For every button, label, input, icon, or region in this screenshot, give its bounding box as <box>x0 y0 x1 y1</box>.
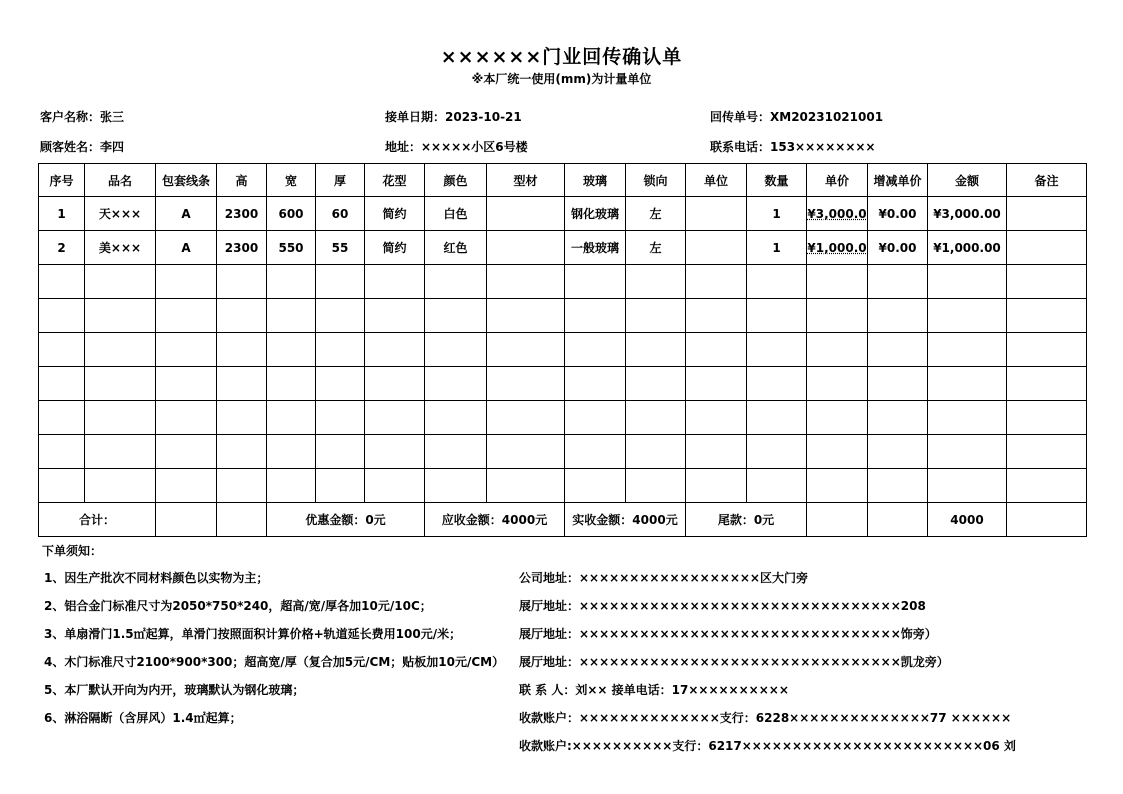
table-cell: 钢化玻璃 <box>565 197 626 231</box>
table-cell: 2 <box>39 231 85 265</box>
return-number: 回传单号：XM20231021001 <box>710 110 884 124</box>
showroom-address: 展厅地址：××××××××××××××××××××××××××××××××凯龙旁） <box>519 655 949 669</box>
header-cell: 单价 <box>807 164 868 197</box>
table-cell <box>686 231 747 265</box>
showroom-address: 展厅地址：××××××××××××××××××××××××××××××××饰旁） <box>519 627 937 641</box>
empty-row <box>39 265 1087 299</box>
header-cell: 锁向 <box>626 164 686 197</box>
table-cell <box>487 197 565 231</box>
order-table <box>38 163 1087 537</box>
header-cell: 增减单价 <box>868 164 928 197</box>
table-cell: 左 <box>626 231 686 265</box>
company-address: 公司地址：××××××××××××××××××区大门旁 <box>519 571 808 585</box>
order-date: 接单日期：2023-10-21 <box>385 110 522 124</box>
table-cell: 1 <box>747 231 807 265</box>
table-cell: ¥1,000.0 <box>807 231 868 265</box>
balance-amount: 尾款：0元 <box>686 503 807 537</box>
table-cell: 左 <box>626 197 686 231</box>
table-cell: ¥0.00 <box>868 231 928 265</box>
table-cell <box>1007 197 1087 231</box>
address: 地址：×××××小区6号楼 <box>385 140 528 154</box>
table-cell: ¥3,000.00 <box>928 197 1007 231</box>
table-cell: 简约 <box>365 197 425 231</box>
total-amount: 4000 <box>928 503 1007 537</box>
empty-row <box>39 435 1087 469</box>
showroom-address: 展厅地址：××××××××××××××××××××××××××××××××208 <box>519 599 926 613</box>
table-cell: 1 <box>39 197 85 231</box>
note-item: 4、木门标准尺寸2100*900*300；超高宽/厚（复合加5元/CM；贴板加10元/CM） <box>44 655 505 669</box>
table-cell: 美××× <box>85 231 156 265</box>
table-cell: 60 <box>316 197 365 231</box>
note-item: 6、淋浴隔断（含屏风）1.4㎡起算； <box>44 711 242 725</box>
table-cell: ¥3,000.0 <box>807 197 868 231</box>
empty-row <box>39 333 1087 367</box>
empty-row <box>39 299 1087 333</box>
notes-heading: 下单须知： <box>42 544 103 558</box>
table-cell: 1 <box>747 197 807 231</box>
total-row <box>39 503 1087 537</box>
document-title: ××××××门业回传确认单 <box>440 46 683 68</box>
header-cell: 备注 <box>1007 164 1087 197</box>
header-cell: 厚 <box>316 164 365 197</box>
table-cell: 天××× <box>85 197 156 231</box>
payment-account: 收款账户:××××××××××支行：6217××××××××××××××××××××××××06 刘 <box>519 739 1016 753</box>
table-cell: 2300 <box>217 231 267 265</box>
header-cell: 包套线条 <box>156 164 217 197</box>
table-cell: 红色 <box>425 231 487 265</box>
header-cell: 数量 <box>747 164 807 197</box>
table-cell: ¥1,000.00 <box>928 231 1007 265</box>
contact-phone: 联系电话：153×××××××× <box>710 140 876 154</box>
contact-person: 联 系 人：刘×× 接单电话：17×××××××××× <box>519 683 789 697</box>
header-cell: 宽 <box>267 164 316 197</box>
table-cell: 550 <box>267 231 316 265</box>
table-cell: ¥0.00 <box>868 197 928 231</box>
header-cell: 玻璃 <box>565 164 626 197</box>
header-cell: 花型 <box>365 164 425 197</box>
table-cell <box>686 197 747 231</box>
discount-amount: 优惠金额：0元 <box>267 503 425 537</box>
table-header-row <box>39 164 1087 197</box>
empty-row <box>39 367 1087 401</box>
empty-row <box>39 469 1087 503</box>
header-cell: 高 <box>217 164 267 197</box>
note-item: 2、铝合金门标准尺寸为2050*750*240，超高/宽/厚各加10元/10C； <box>44 599 432 613</box>
table-cell <box>487 231 565 265</box>
note-item: 1、因生产批次不同材料颜色以实物为主； <box>44 571 269 585</box>
header-cell: 序号 <box>39 164 85 197</box>
table-cell: 55 <box>316 231 365 265</box>
header-cell: 品名 <box>85 164 156 197</box>
table-cell <box>1007 231 1087 265</box>
client-name: 顾客姓名：李四 <box>40 140 125 154</box>
header-cell: 单位 <box>686 164 747 197</box>
header-cell: 型材 <box>487 164 565 197</box>
note-item: 3、单扇滑门1.5㎡起算，单滑门按照面积计算价格+轨道延长费用100元/米； <box>44 627 462 641</box>
table-cell: 600 <box>267 197 316 231</box>
payment-account: 收款账户：××××××××××××××支行：6228××××××××××××××77 ×××××× <box>519 711 1012 725</box>
table-cell: 一般玻璃 <box>565 231 626 265</box>
total-label: 合计： <box>39 503 156 537</box>
table-cell: 简约 <box>365 231 425 265</box>
unit-note: ※本厂统一使用(mm)为计量单位 <box>471 72 652 86</box>
header-cell: 颜色 <box>425 164 487 197</box>
table-cell: A <box>156 197 217 231</box>
table-row <box>39 197 1087 231</box>
receivable-amount: 应收金额：4000元 <box>425 503 565 537</box>
table-cell: 2300 <box>217 197 267 231</box>
table-cell: 白色 <box>425 197 487 231</box>
customer-name: 客户名称：张三 <box>40 110 125 124</box>
table-row <box>39 231 1087 265</box>
empty-row <box>39 401 1087 435</box>
table-cell: A <box>156 231 217 265</box>
note-item: 5、本厂默认开向为内开，玻璃默认为钢化玻璃； <box>44 683 305 697</box>
header-cell: 金额 <box>928 164 1007 197</box>
received-amount: 实收金额：4000元 <box>565 503 686 537</box>
